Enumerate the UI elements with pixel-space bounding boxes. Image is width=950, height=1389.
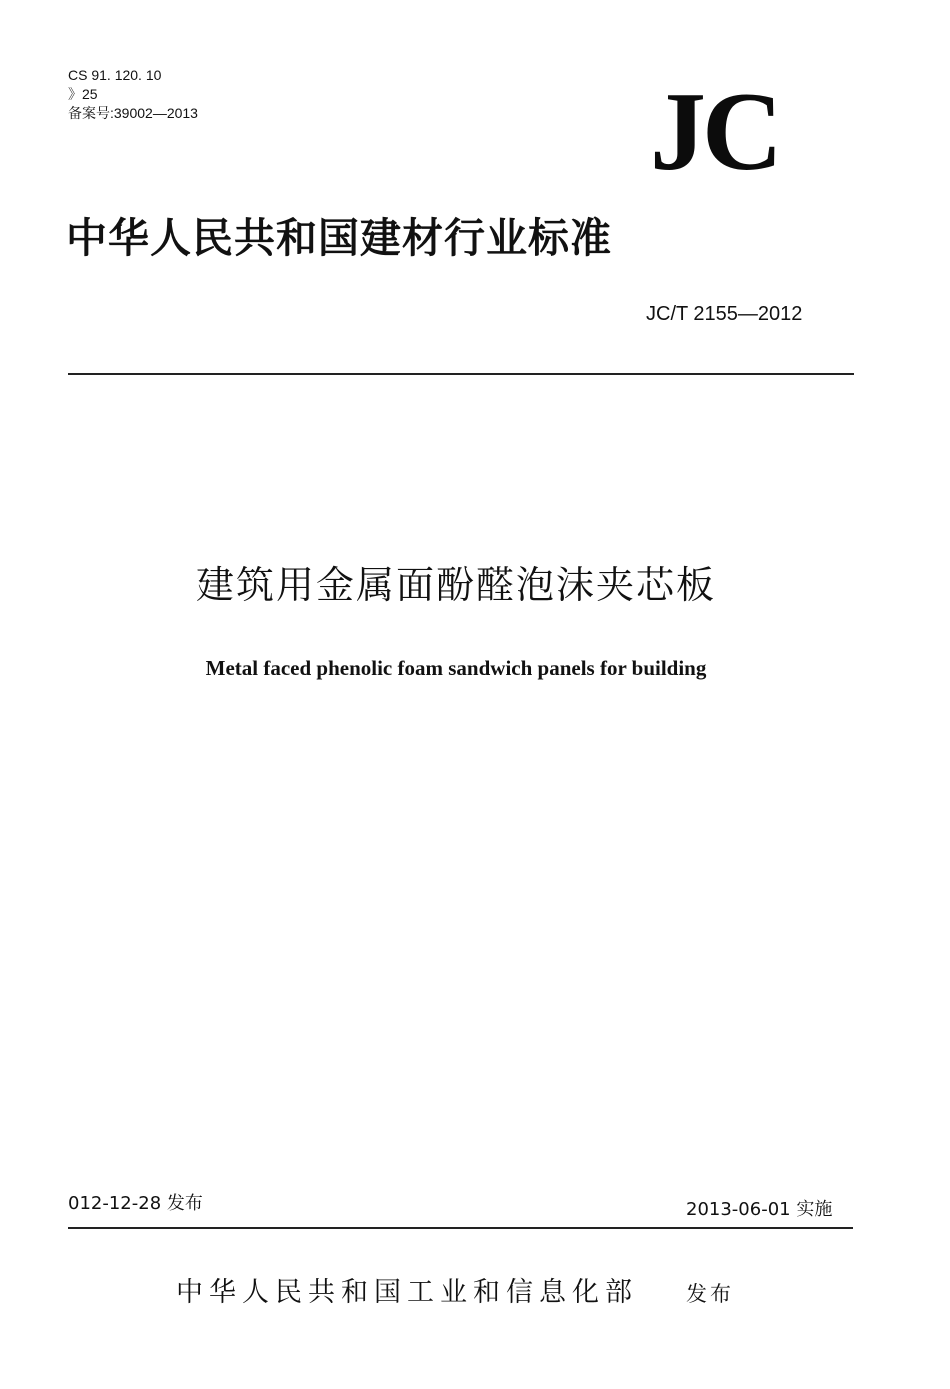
issue-date: 012-12-28 发布 bbox=[68, 1193, 203, 1214]
document-title-chinese: 建筑用金属面酚醛泡沫夹芯板 bbox=[195, 563, 716, 607]
top-divider bbox=[68, 373, 854, 375]
ccs-code: 》25 bbox=[68, 86, 98, 102]
filing-number: 备案号:39002—2013 bbox=[68, 105, 198, 121]
implementation-date: 2013-06-01 实施 bbox=[686, 1199, 833, 1220]
jc-logo: JC bbox=[650, 70, 779, 194]
document-title-english: Metal faced phenolic foam sandwich panels for building bbox=[205, 656, 707, 680]
ics-code: CS 91. 120. 10 bbox=[68, 67, 162, 83]
bottom-divider bbox=[68, 1227, 853, 1229]
standard-number: JC/T 2155—2012 bbox=[646, 303, 803, 325]
issuing-authority-title: 中华人民共和国建材行业标准 bbox=[66, 214, 612, 262]
publish-label: 发布 bbox=[686, 1282, 734, 1306]
publisher-name: 中华人民共和国工业和信息化部 bbox=[176, 1277, 638, 1308]
